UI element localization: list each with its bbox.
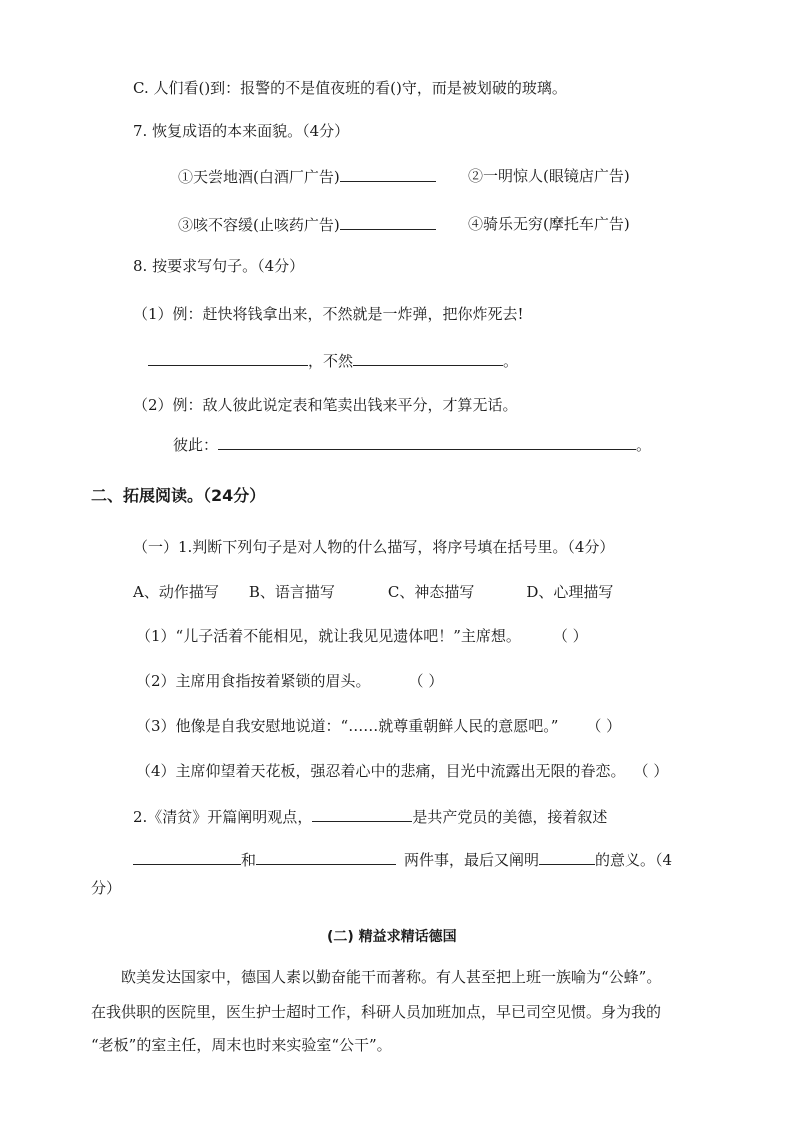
sentence-3-answer[interactable]: （ ） — [586, 717, 622, 735]
part1-q2-line1 — [133, 806, 607, 827]
q2-text-c: 和 — [241, 851, 257, 869]
q7-item-3 — [178, 214, 436, 235]
q7-item-4: ④骑乐无穷(摩托车广告) — [468, 215, 630, 233]
q7-item-1 — [178, 166, 436, 187]
q7-blank-1[interactable] — [340, 166, 436, 182]
q8-example-1: （1）例：赶快将钱拿出来，不然就是一炸弹，把你炸死去! — [133, 305, 524, 323]
q8-answer-2 — [173, 434, 651, 455]
option-c: C、神态描写 — [387, 583, 475, 601]
q8-title: 8. 按要求写句子。（4分） — [133, 257, 305, 275]
q6-option-c: C. 人们看()到：报警的不是值夜班的看()守，而是被划破的玻璃。 — [133, 79, 567, 97]
q8-example-2: （2）例：敌人彼此说定表和笔卖出钱来平分，才算无话。 — [133, 396, 518, 414]
q2-text-d: 两件事，最后又阐明 — [404, 851, 540, 869]
q8-answer-2-end: 。 — [636, 436, 652, 454]
option-d: D、心理描写 — [526, 583, 614, 601]
sentence-4-answer[interactable]: （ ） — [633, 762, 669, 780]
sentence-2-answer[interactable]: （ ） — [408, 672, 444, 690]
part2-para-line-1: 欧美发达国家中，德国人素以勤奋能干而著称。有人甚至把上班一族喻为“公蜂”。 — [121, 968, 662, 986]
part2-para-line-3: “老板”的室主任，周末也时来实验室“公干”。 — [91, 1036, 392, 1054]
part1-options — [133, 582, 613, 602]
q7-blank-3[interactable] — [340, 214, 436, 230]
sentence-2 — [136, 671, 443, 691]
q8-answer-1-mid: ，不然 — [308, 352, 354, 370]
q2-blank-4[interactable] — [539, 849, 595, 865]
q2-blank-1[interactable] — [312, 806, 412, 822]
option-b: B、语言描写 — [248, 583, 335, 601]
sentence-4 — [136, 761, 668, 781]
part1-q1: （一）1.判断下列句子是对人物的什么描写，将序号填在括号里。（4分） — [133, 538, 615, 556]
part2-title: (二) 精益求精话德国 — [327, 929, 457, 945]
q2-text-a: 2.《清贫》开篇阐明观点， — [133, 808, 313, 826]
sentence-1-answer[interactable]: （ ） — [552, 627, 588, 645]
q2-text-e: 的意义。（4 — [595, 851, 673, 869]
section-2-title: 二、拓展阅读。（24分） — [91, 486, 266, 505]
q2-text-f: 分） — [91, 879, 122, 897]
q8-blank-1b[interactable] — [353, 350, 503, 366]
option-a: A、动作描写 — [133, 583, 219, 601]
sentence-4-text: （4）主席仰望着天花板，强忍着心中的悲痛，目光中流露出无限的眷恋。 — [136, 762, 626, 780]
q8-blank-1a[interactable] — [148, 350, 308, 366]
q8-answer-2-prefix: 彼此： — [173, 436, 219, 454]
q8-answer-1 — [148, 350, 518, 371]
sentence-3 — [136, 716, 621, 736]
part1-q2-line2 — [133, 849, 672, 870]
q7-item-1-text: ①天尝地酒(白酒厂广告) — [178, 168, 340, 186]
q7-item-2: ②一明惊人(眼镜店广告) — [468, 167, 630, 185]
q7-item-3-text: ③咳不容缓(止咳药广告) — [178, 216, 340, 234]
sentence-1 — [136, 626, 588, 646]
q7-title: 7. 恢复成语的本来面貌。（4分） — [133, 122, 350, 140]
sentence-1-text: （1）“儿子活着不能相见，就让我见见遗体吧！”主席想。 — [136, 627, 521, 645]
sentence-2-text: （2）主席用食指按着紧锁的眉头。 — [136, 672, 371, 690]
q2-blank-2[interactable] — [133, 849, 241, 865]
q2-blank-3[interactable] — [256, 849, 396, 865]
q8-answer-1-end: 。 — [503, 352, 519, 370]
sentence-3-text: （3）他像是自我安慰地说道：“……就尊重朝鲜人民的意愿吧。” — [136, 717, 559, 735]
part2-para-line-2: 在我供职的医院里，医生护士超时工作，科研人员加班加点，早已司空见惯。身为我的 — [91, 1003, 662, 1021]
q2-text-b: 是共产党员的美德，接着叙述 — [412, 808, 608, 826]
q8-blank-2[interactable] — [218, 434, 636, 450]
